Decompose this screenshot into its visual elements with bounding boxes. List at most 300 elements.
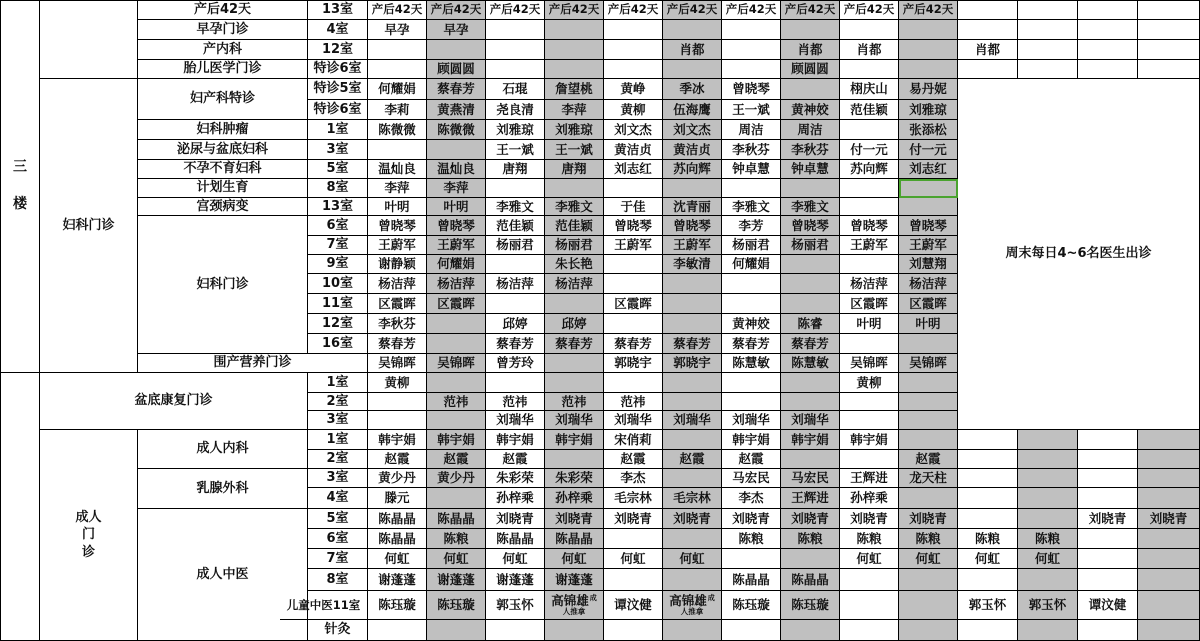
schedule-cell: 叶明: [840, 314, 899, 334]
schedule-cell: 何耀娟: [427, 255, 486, 274]
schedule-cell: 刘晓青: [899, 509, 958, 529]
schedule-cell: [604, 60, 663, 79]
dept-label: 成人中医: [138, 509, 308, 641]
schedule-cell: 早孕: [427, 20, 486, 40]
room-label: 特诊6室: [308, 100, 368, 120]
schedule-cell: 陈晶晶: [427, 509, 486, 529]
schedule-cell: 范佳颖: [840, 100, 899, 120]
schedule-cell: 赵霞: [486, 450, 545, 469]
schedule-cell: 王一斌: [545, 140, 604, 160]
schedule-cell: 刘文杰: [663, 120, 722, 140]
schedule-cell: 何虹: [663, 549, 722, 569]
schedule-cell: [899, 198, 958, 216]
schedule-cell: [663, 591, 722, 620]
schedule-cell: 何虹: [545, 549, 604, 569]
room-label: 1室: [308, 373, 368, 393]
schedule-cell: 谢蓬蓬: [368, 569, 427, 591]
schedule-cell: 曾晓琴: [722, 79, 781, 100]
room-label: 2室: [308, 393, 368, 411]
schedule-cell: 刘雅琼: [486, 120, 545, 140]
schedule-cell: 陈粮: [781, 529, 840, 549]
weekend-cell: [1078, 20, 1138, 40]
schedule-cell: [604, 40, 663, 60]
schedule-cell: [722, 620, 781, 641]
floor-label: 三 楼: [0, 0, 40, 373]
schedule-cell: [781, 620, 840, 641]
schedule-cell: 产后42天: [781, 0, 840, 20]
schedule-cell: 范佳颖: [486, 216, 545, 236]
room-label: 7室: [308, 549, 368, 569]
schedule-cell: 赵霞: [427, 450, 486, 469]
schedule-cell: 刘晓青: [486, 509, 545, 529]
schedule-cell: [781, 255, 840, 274]
schedule-cell: [545, 450, 604, 469]
schedule-cell: [1138, 450, 1200, 469]
schedule-cell: 邱婷: [545, 314, 604, 334]
schedule-cell: 赵霞: [663, 450, 722, 469]
room-label: 11室: [308, 294, 368, 314]
schedule-cell: 李秋芬: [781, 140, 840, 160]
schedule-cell: 陈珏璇: [368, 591, 427, 620]
schedule-cell: 曾晓琴: [840, 216, 899, 236]
room-label: 12室: [308, 314, 368, 334]
schedule-cell: 李杰: [604, 469, 663, 488]
schedule-cell: 王蔚军: [663, 236, 722, 255]
schedule-cell: [722, 393, 781, 411]
schedule-cell: [722, 60, 781, 79]
schedule-cell: 吴锦晖: [840, 354, 899, 373]
schedule-cell: [781, 274, 840, 294]
schedule-cell: [545, 373, 604, 393]
schedule-cell: 杨丽君: [781, 236, 840, 255]
schedule-cell: [899, 373, 958, 393]
schedule-cell: 杨洁萍: [899, 274, 958, 294]
schedule-cell: 杨丽君: [545, 236, 604, 255]
dept-label: 不孕不育妇科: [138, 160, 308, 179]
group-chengren: 成人 门 诊: [40, 430, 138, 641]
schedule-cell: 区霞晖: [604, 294, 663, 314]
weekend-cell: [1018, 0, 1078, 20]
schedule-cell: 王蔚军: [368, 236, 427, 255]
schedule-cell: 杨丽君: [486, 236, 545, 255]
schedule-cell: 郭晓宇: [663, 354, 722, 373]
dept-label: 妇科门诊: [138, 216, 308, 354]
schedule-cell: [427, 411, 486, 430]
schedule-cell: 赵霞: [368, 450, 427, 469]
schedule-cell: [545, 179, 604, 198]
floor-blank: [0, 373, 40, 641]
room-label: 3室: [308, 140, 368, 160]
schedule-cell: 产后42天: [486, 0, 545, 20]
schedule-cell: 韩宇娟: [722, 430, 781, 450]
schedule-cell: 马宏民: [781, 469, 840, 488]
schedule-cell: 苏向辉: [663, 160, 722, 179]
schedule-cell: [722, 274, 781, 294]
schedule-cell: 陈粮: [958, 529, 1018, 549]
schedule-cell: [958, 569, 1018, 591]
schedule-cell: 陈晶晶: [368, 509, 427, 529]
schedule-cell: [722, 20, 781, 40]
schedule-cell: [427, 140, 486, 160]
room-label: 4室: [308, 20, 368, 40]
schedule-cell: [368, 40, 427, 60]
schedule-cell: 李萍: [427, 179, 486, 198]
schedule-cell: [1138, 430, 1200, 450]
schedule-cell: 刘瑞华: [486, 411, 545, 430]
schedule-cell: [545, 294, 604, 314]
schedule-cell: [1078, 488, 1138, 509]
schedule-cell: 刘瑞华: [722, 411, 781, 430]
schedule-cell: 顾圆圆: [427, 60, 486, 79]
schedule-cell: [663, 373, 722, 393]
schedule-cell: [604, 255, 663, 274]
schedule-cell: [486, 373, 545, 393]
schedule-cell: 曾芳玲: [486, 354, 545, 373]
schedule-cell: 何虹: [486, 549, 545, 569]
schedule-cell: 产后42天: [722, 0, 781, 20]
schedule-cell: 黄洁贞: [604, 140, 663, 160]
dept-label: 计划生育: [138, 179, 308, 198]
schedule-cell: [1078, 549, 1138, 569]
schedule-cell: 韩宇娟: [368, 430, 427, 450]
group-blank-top: [40, 0, 138, 79]
schedule-cell: 肖都: [781, 40, 840, 60]
schedule-cell: [781, 450, 840, 469]
cell-note: 人推拿: [680, 606, 704, 616]
schedule-cell: 黄神姣: [781, 100, 840, 120]
schedule-cell: 刘志红: [899, 160, 958, 179]
schedule-cell: 何虹: [958, 549, 1018, 569]
room-label: 5室: [308, 509, 368, 529]
schedule-cell: 曾晓琴: [663, 216, 722, 236]
schedule-cell: [1138, 591, 1200, 620]
schedule-cell: 吴锦晖: [899, 354, 958, 373]
schedule-cell: 李秋芬: [722, 140, 781, 160]
schedule-cell: [840, 198, 899, 216]
schedule-cell: [899, 20, 958, 40]
schedule-cell: [781, 373, 840, 393]
schedule-cell: 陈微微: [427, 120, 486, 140]
room-label: 13室: [308, 198, 368, 216]
schedule-cell: [604, 620, 663, 641]
schedule-cell: 王蔚军: [840, 236, 899, 255]
schedule-cell: 詹望桃: [545, 79, 604, 100]
schedule-cell: 陈慧敏: [781, 354, 840, 373]
schedule-cell: [899, 40, 958, 60]
schedule-cell: 陈粮: [899, 529, 958, 549]
schedule-cell: 蔡春芳: [781, 334, 840, 354]
schedule-cell: [899, 430, 958, 450]
schedule-cell: [1018, 488, 1078, 509]
schedule-cell: 曾晓琴: [604, 216, 663, 236]
weekend-cell: [1138, 0, 1200, 20]
schedule-cell: [840, 255, 899, 274]
schedule-cell: 易丹妮: [899, 79, 958, 100]
schedule-cell: 苏向辉: [840, 160, 899, 179]
schedule-cell: [1078, 469, 1138, 488]
schedule-cell: [604, 20, 663, 40]
schedule-cell: [545, 620, 604, 641]
schedule-cell: 刘晓青: [1138, 509, 1200, 529]
schedule-cell: 何虹: [368, 549, 427, 569]
schedule-cell: 陈粮: [840, 529, 899, 549]
schedule-cell: 吴锦晖: [368, 354, 427, 373]
schedule-cell: [1138, 549, 1200, 569]
schedule-cell: [899, 411, 958, 430]
schedule-cell: [368, 620, 427, 641]
schedule-cell: [663, 620, 722, 641]
schedule-cell: 李莉: [368, 100, 427, 120]
schedule-cell: 产后42天: [427, 0, 486, 20]
weekend-cell: [1078, 0, 1138, 20]
schedule-cell: 刘瑞华: [663, 411, 722, 430]
schedule-cell: [663, 393, 722, 411]
schedule-cell: 韩宇娟: [545, 430, 604, 450]
room-label: 6室: [308, 529, 368, 549]
schedule-cell: 韩宇娟: [427, 430, 486, 450]
schedule-cell: 蔡春芳: [604, 334, 663, 354]
schedule-cell: 黄峥: [604, 79, 663, 100]
schedule-cell: 范祎: [545, 393, 604, 411]
schedule-cell: [604, 274, 663, 294]
schedule-cell: 孙梓乘: [545, 488, 604, 509]
schedule-cell: 陈晶晶: [545, 529, 604, 549]
schedule-cell: 杨洁萍: [368, 274, 427, 294]
schedule-cell: [486, 20, 545, 40]
schedule-cell: 黄少丹: [427, 469, 486, 488]
schedule-cell: [958, 488, 1018, 509]
schedule-cell: [1018, 620, 1078, 641]
schedule-cell: 宋俏莉: [604, 430, 663, 450]
schedule-cell: 产后42天: [545, 0, 604, 20]
schedule-cell: 曾晓琴: [368, 216, 427, 236]
schedule-cell: 顾圆圆: [781, 60, 840, 79]
cell-name: 高锦雄: [551, 593, 589, 609]
schedule-cell: [604, 179, 663, 198]
schedule-cell: [840, 334, 899, 354]
dept-label: 产内科: [138, 40, 308, 60]
schedule-cell: 产后42天: [663, 0, 722, 20]
weekend-cell: [1018, 40, 1078, 60]
schedule-cell: [1078, 529, 1138, 549]
schedule-cell: [545, 60, 604, 79]
schedule-cell: [722, 294, 781, 314]
schedule-cell: 李萍: [545, 100, 604, 120]
schedule-cell: 陈珏璇: [427, 591, 486, 620]
schedule-cell: 陈睿: [781, 314, 840, 334]
schedule-cell: 刘晓青: [840, 509, 899, 529]
schedule-cell: [840, 393, 899, 411]
schedule-cell: 产后42天: [899, 0, 958, 20]
schedule-cell: 周洁: [722, 120, 781, 140]
schedule-cell: 周洁: [781, 120, 840, 140]
schedule-cell: [840, 120, 899, 140]
room-label: 8室: [308, 179, 368, 198]
schedule-cell: [899, 488, 958, 509]
schedule-cell: 付一元: [899, 140, 958, 160]
cell-note: 成: [589, 593, 597, 602]
schedule-cell: 刘瑞华: [545, 411, 604, 430]
dept-label: 妇科肿瘤: [138, 120, 308, 140]
schedule-cell: 温灿良: [427, 160, 486, 179]
schedule-cell: [1138, 488, 1200, 509]
schedule-cell: 黄洁贞: [663, 140, 722, 160]
room-label: 1室: [308, 430, 368, 450]
schedule-cell: [840, 179, 899, 198]
schedule-cell: 刘瑞华: [781, 411, 840, 430]
schedule-cell: 刘慧翔: [899, 255, 958, 274]
schedule-cell: 陈微微: [368, 120, 427, 140]
schedule-cell: [1018, 469, 1078, 488]
schedule-cell: 唐翔: [486, 160, 545, 179]
schedule-cell: 钟卓慧: [722, 160, 781, 179]
weekend-cell: [1018, 20, 1078, 40]
schedule-cell: 李杰: [722, 488, 781, 509]
schedule-cell: 王一斌: [722, 100, 781, 120]
schedule-cell: [722, 549, 781, 569]
schedule-cell: 刘文杰: [604, 120, 663, 140]
schedule-cell: [781, 393, 840, 411]
schedule-cell: [545, 591, 604, 620]
schedule-cell: [486, 60, 545, 79]
schedule-cell: [1138, 569, 1200, 591]
schedule-cell: [1138, 620, 1200, 641]
schedule-cell: 陈珏璇: [781, 591, 840, 620]
schedule-cell: [663, 20, 722, 40]
schedule-cell: 叶明: [368, 198, 427, 216]
schedule-cell: 邱婷: [486, 314, 545, 334]
schedule-cell: 蔡春芳: [427, 79, 486, 100]
schedule-cell: 王蔚军: [604, 236, 663, 255]
schedule-cell: [427, 620, 486, 641]
schedule-cell: 李雅文: [722, 198, 781, 216]
schedule-cell: 陈粮: [722, 529, 781, 549]
schedule-cell: 曾晓琴: [427, 216, 486, 236]
schedule-cell: [427, 488, 486, 509]
schedule-cell: 刘瑞华: [604, 411, 663, 430]
schedule-cell: 马宏民: [722, 469, 781, 488]
schedule-cell: [663, 469, 722, 488]
schedule-cell: 刘晓青: [545, 509, 604, 529]
schedule-cell: 李敏清: [663, 255, 722, 274]
schedule-cell: [1078, 569, 1138, 591]
schedule-cell: [1018, 569, 1078, 591]
schedule-cell: [368, 60, 427, 79]
schedule-cell: 蔡春芳: [545, 334, 604, 354]
schedule-cell: 早孕: [368, 20, 427, 40]
schedule-cell: [545, 40, 604, 60]
schedule-cell: 叶明: [899, 314, 958, 334]
schedule-cell: 何虹: [899, 549, 958, 569]
schedule-cell: 沈青丽: [663, 198, 722, 216]
weekend-cell: [1078, 60, 1138, 79]
schedule-cell: 吴锦晖: [427, 354, 486, 373]
dept-label: 早孕门诊: [138, 20, 308, 40]
schedule-cell: 龙天柱: [899, 469, 958, 488]
schedule-cell: [486, 179, 545, 198]
schedule-cell: 陈晶晶: [722, 569, 781, 591]
schedule-cell: [663, 60, 722, 79]
schedule-cell: 黄神姣: [722, 314, 781, 334]
weekend-cell: [1138, 20, 1200, 40]
schedule-cell: 郭玉怀: [958, 591, 1018, 620]
schedule-cell: 朱彩荣: [486, 469, 545, 488]
schedule-cell: 韩宇娟: [840, 430, 899, 450]
schedule-cell: 刘晓青: [1078, 509, 1138, 529]
dept-label: 妇产科特诊: [138, 79, 308, 120]
schedule-cell: 黄燕清: [427, 100, 486, 120]
schedule-cell: 杨丽君: [722, 236, 781, 255]
schedule-cell: [840, 569, 899, 591]
schedule-cell: [604, 373, 663, 393]
schedule-cell: 唐翔: [545, 160, 604, 179]
schedule-cell: 赵霞: [722, 450, 781, 469]
schedule-cell: [486, 294, 545, 314]
schedule-cell: 曾晓琴: [781, 216, 840, 236]
schedule-cell: [663, 529, 722, 549]
schedule-cell: 黄柳: [368, 373, 427, 393]
schedule-cell: 范祎: [604, 393, 663, 411]
schedule-cell: 李雅文: [781, 198, 840, 216]
schedule-cell: 郭玉怀: [486, 591, 545, 620]
schedule-cell: 黄柳: [604, 100, 663, 120]
schedule-cell: 王蔚军: [427, 236, 486, 255]
schedule-cell: 刘晓青: [663, 509, 722, 529]
schedule-cell: [1078, 450, 1138, 469]
weekend-cell: [1138, 60, 1200, 79]
weekend-cell: [1138, 40, 1200, 60]
weekend-cell: [1018, 60, 1078, 79]
schedule-cell: [427, 373, 486, 393]
schedule-cell: 范祎: [486, 393, 545, 411]
schedule-cell: 产后42天: [604, 0, 663, 20]
schedule-cell: [958, 620, 1018, 641]
schedule-cell: 蔡春芳: [486, 334, 545, 354]
schedule-cell: 李秋芬: [368, 314, 427, 334]
schedule-cell: [840, 60, 899, 79]
schedule-cell: [1018, 509, 1078, 529]
schedule-cell: 刘晓青: [722, 509, 781, 529]
schedule-cell: 何耀娟: [722, 255, 781, 274]
schedule-cell: 李萍: [368, 179, 427, 198]
room-label: 特诊5室: [308, 79, 368, 100]
schedule-cell: 韩宇娟: [486, 430, 545, 450]
schedule-cell: [368, 140, 427, 160]
schedule-cell: 李雅文: [486, 198, 545, 216]
schedule-cell: 肖都: [663, 40, 722, 60]
room-label: 1室: [308, 120, 368, 140]
schedule-cell: [545, 20, 604, 40]
schedule-cell: 石琨: [486, 79, 545, 100]
room-label: 9室: [308, 255, 368, 274]
schedule-cell: 孙梓乘: [840, 488, 899, 509]
schedule-cell: 滕元: [368, 488, 427, 509]
schedule-cell: 李芳: [722, 216, 781, 236]
schedule-cell: 孙梓乘: [486, 488, 545, 509]
schedule-cell: [899, 60, 958, 79]
schedule-cell: 张添松: [899, 120, 958, 140]
schedule-cell: 何虹: [604, 549, 663, 569]
schedule-cell: 王蔚军: [899, 236, 958, 255]
schedule-cell: 谢静颖: [368, 255, 427, 274]
room-label: 儿童中医11室: [280, 591, 368, 620]
schedule-cell: 赵霞: [604, 450, 663, 469]
schedule-cell: 王辉进: [781, 488, 840, 509]
schedule-cell: 区霞晖: [840, 294, 899, 314]
schedule-cell: 产后42天: [368, 0, 427, 20]
schedule-cell: 温灿良: [368, 160, 427, 179]
schedule-cell: [663, 179, 722, 198]
